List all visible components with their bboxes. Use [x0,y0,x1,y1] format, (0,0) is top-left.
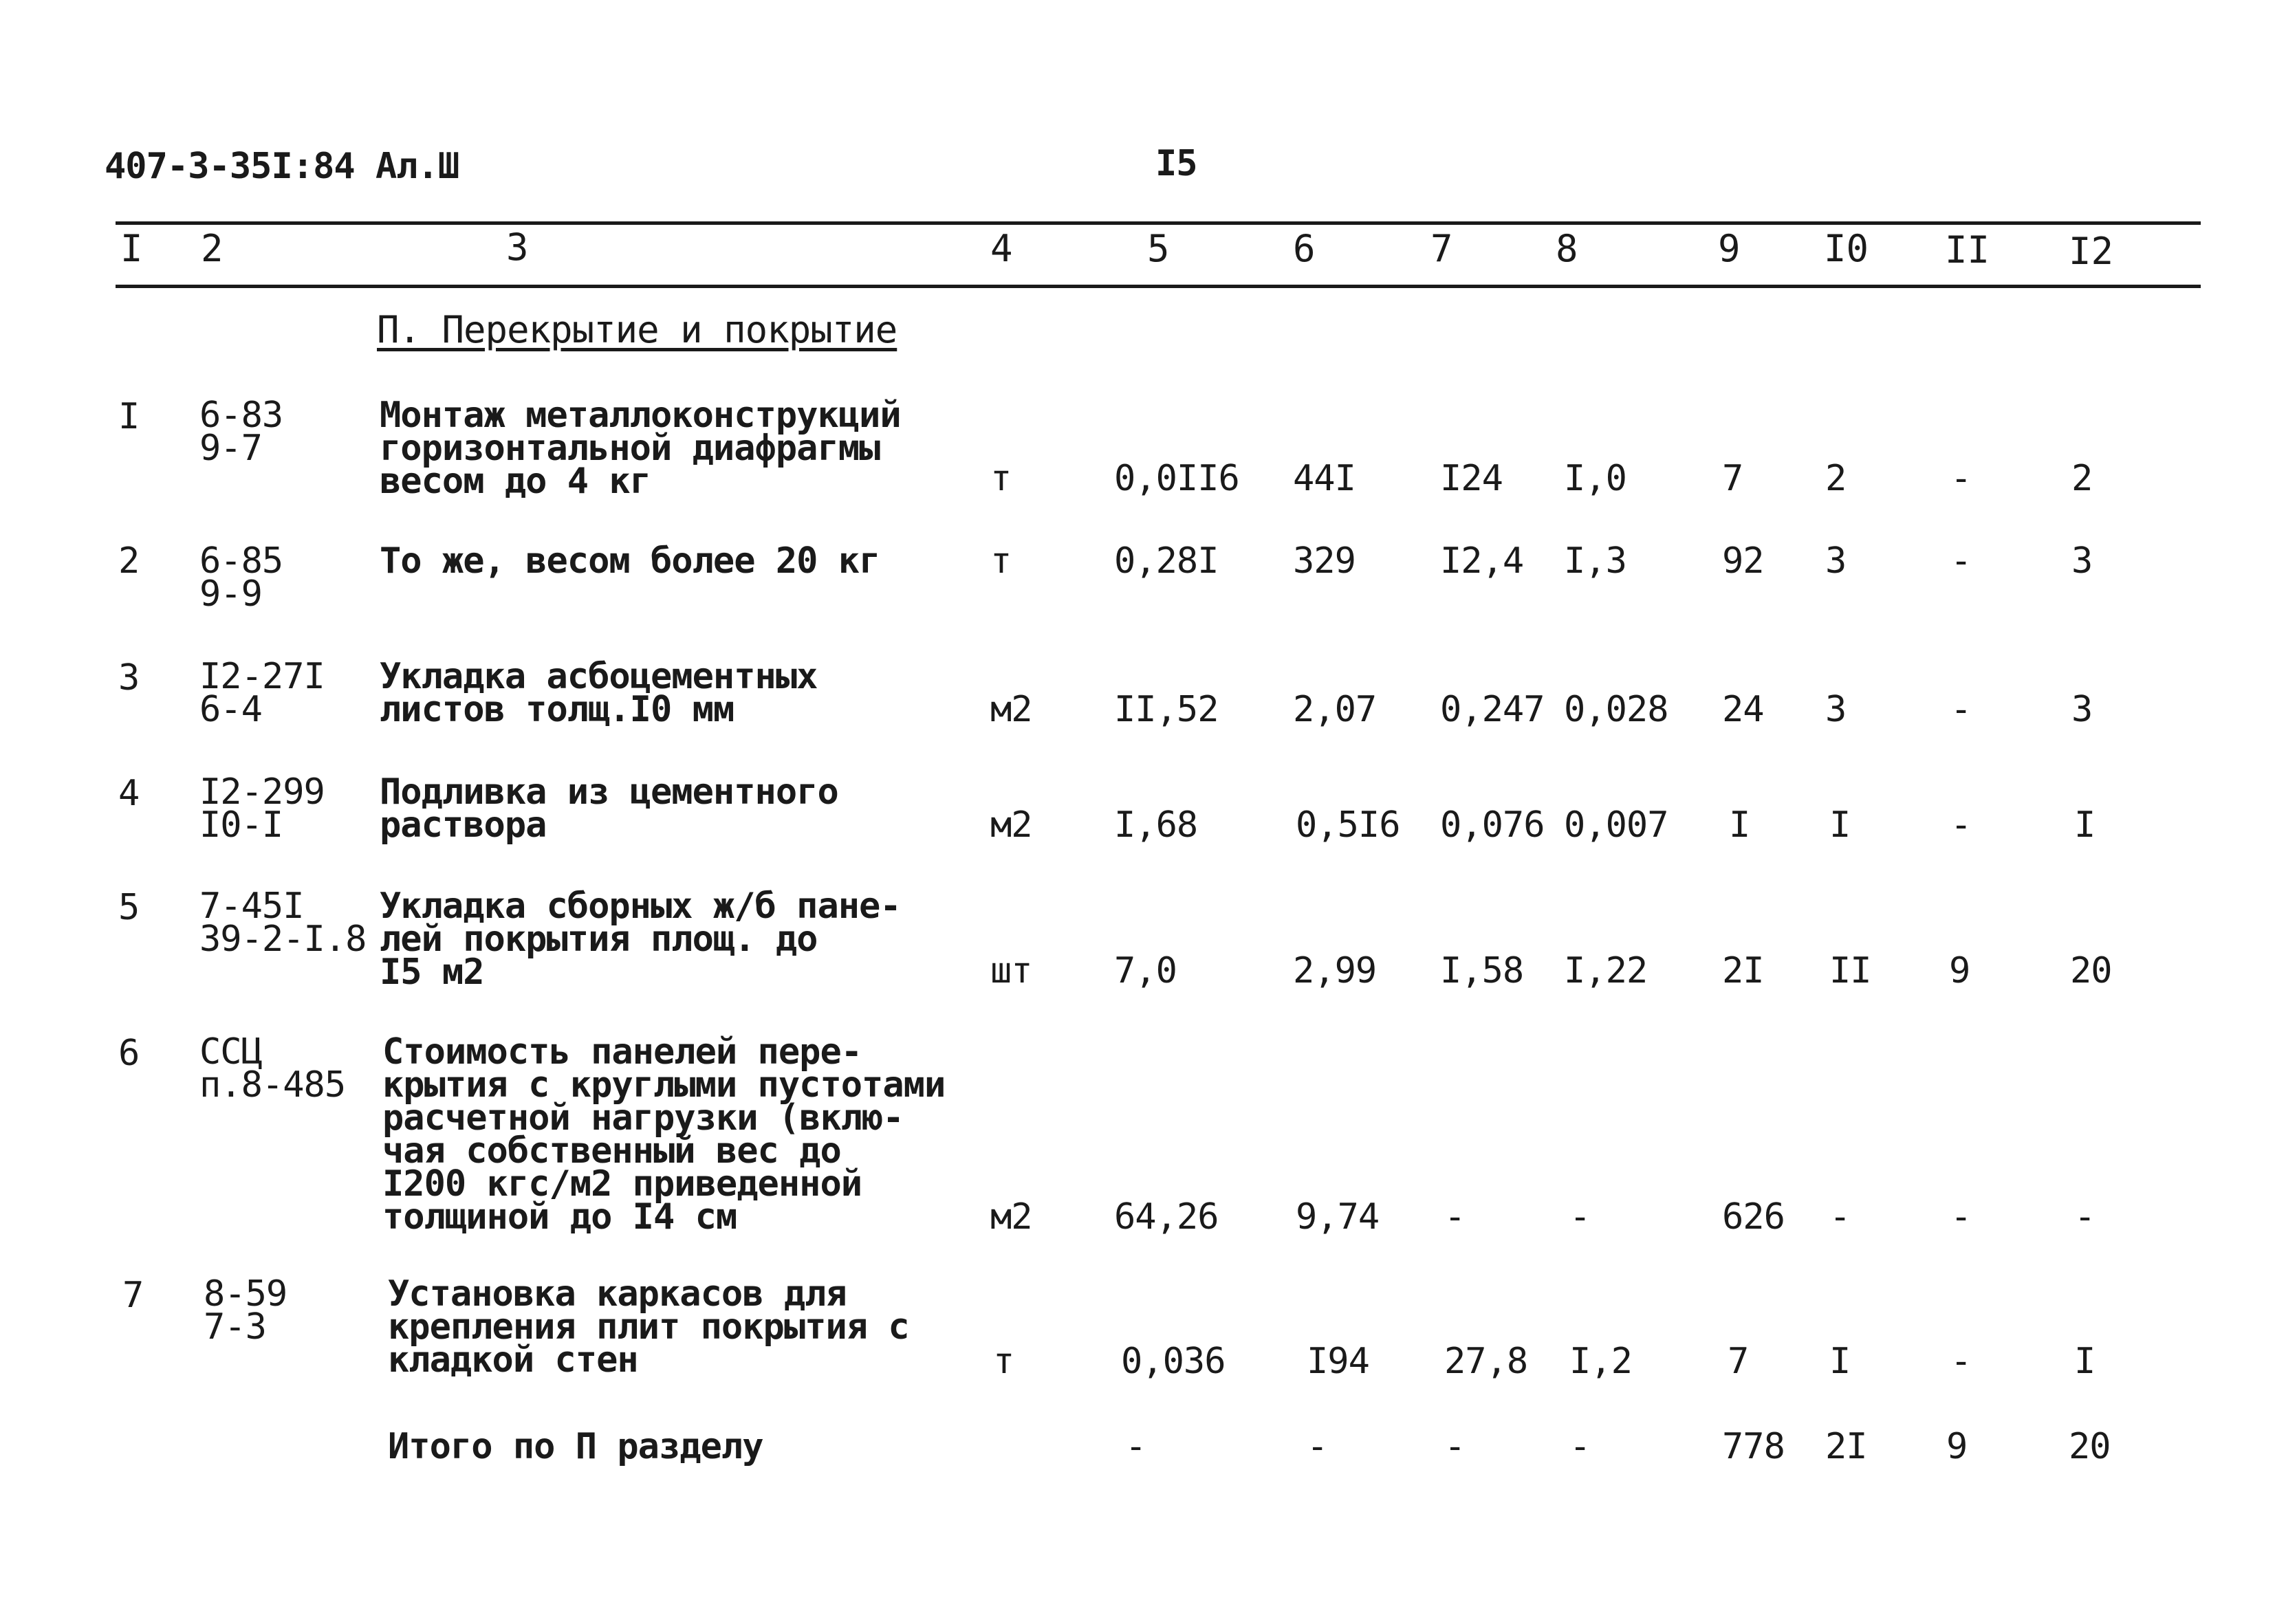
row-col7: 0,076 [1440,804,1545,846]
row-col6: 2,07 [1293,689,1377,730]
row-number: 6 [118,1033,140,1074]
column-header: 5 [1147,227,1170,270]
total-col8: - [1569,1426,1591,1467]
column-header: I2 [2069,230,2114,273]
column-header: I [120,227,143,270]
column-header: 2 [201,227,224,270]
row-code: 6-85 9-9 [199,540,283,615]
row-col8: I,2 [1569,1341,1632,1382]
row-col5: 7,0 [1114,950,1177,991]
row-col11: - [1950,1341,1972,1382]
row-col12: I [2074,1341,2096,1382]
row-col10: I [1829,1341,1851,1382]
column-header: II [1945,228,1990,272]
row-code: 8-59 7-3 [204,1273,287,1348]
row-unit: м2 [990,804,1032,846]
total-label: Итого по П разделу [388,1426,763,1467]
total-col11: 9 [1946,1426,1968,1467]
row-col9: 92 [1722,540,1764,582]
total-col5: - [1125,1426,1146,1467]
row-col8: I,0 [1564,458,1626,499]
table-header-rule [116,285,2201,288]
row-col8: 0,028 [1564,689,1668,730]
row-col11: - [1950,458,1972,499]
row-col6: I94 [1307,1341,1369,1382]
row-col6: 329 [1293,540,1356,582]
row-col12: 2 [2071,458,2093,499]
row-number: 2 [118,540,140,582]
row-number: 5 [118,887,140,928]
row-code: I2-299 I0-I [199,771,325,846]
row-col10: 2 [1825,458,1847,499]
row-col9: 24 [1722,689,1764,730]
row-col6: 9,74 [1296,1196,1380,1238]
row-col6: 2,99 [1293,950,1377,991]
section-title: П. Перекрытие и покрытие [377,308,897,351]
row-col12: 20 [2070,950,2112,991]
row-description: Монтаж металлоконструкций горизонтальной диафрагмы весом до 4 кг [380,395,901,502]
row-col12: - [2074,1196,2096,1238]
row-col7: - [1444,1196,1466,1238]
row-col11: 9 [1949,950,1970,991]
row-col7: 27,8 [1444,1341,1528,1382]
row-unit: т [990,540,1012,582]
column-header: 6 [1293,227,1316,270]
total-col12: 20 [2069,1426,2111,1467]
row-col5: 0,28I [1114,540,1219,582]
total-col10: 2I [1825,1426,1867,1467]
row-col10: II [1829,950,1871,991]
row-code: I2-27I 6-4 [199,656,325,730]
row-col5: 0,036 [1121,1341,1226,1382]
row-number: 7 [122,1275,144,1316]
column-header: 7 [1430,227,1453,270]
row-unit: т [993,1341,1014,1382]
row-col9: 7 [1728,1341,1749,1382]
row-description: Укладка асбоцементных листов толщ.I0 мм [380,656,818,730]
row-col6: 44I [1293,458,1356,499]
document-code: 407-3-35I:84 Ал.Ш [105,146,459,187]
column-header: I0 [1824,227,1869,270]
row-unit: шт [990,950,1032,991]
row-col10: I [1829,804,1851,846]
row-unit: м2 [990,1196,1032,1238]
row-col9: 7 [1722,458,1743,499]
column-header: 9 [1718,227,1741,270]
row-description: Стоимость панелей пере- крытия с круглыми пустотами расчетной нагрузки (вклю- чая собственный вес до I200 кгс/м2 приведенной толщиной до I4 см [382,1031,946,1238]
row-col8: I,22 [1564,950,1648,991]
row-unit: м2 [990,689,1032,730]
row-code: 7-45I 39-2-I.8 [199,886,367,960]
row-col9: 2I [1722,950,1764,991]
page-number: I5 [1155,143,1197,184]
row-number: 4 [118,773,140,814]
row-col6: 0,5I6 [1296,804,1400,846]
column-header: 3 [506,226,529,269]
row-col5: II,52 [1114,689,1219,730]
row-col11: - [1950,540,1972,582]
total-col9: 778 [1722,1426,1785,1467]
row-col5: 64,26 [1114,1196,1219,1238]
row-col10: 3 [1825,540,1847,582]
row-unit: т [990,458,1012,499]
row-description: То же, весом более 20 кг [380,540,880,582]
row-col7: 0,247 [1440,689,1545,730]
row-col10: - [1829,1196,1851,1238]
row-col12: 3 [2071,689,2093,730]
row-col12: 3 [2071,540,2093,582]
column-header: 8 [1556,227,1578,270]
column-header: 4 [990,227,1013,270]
row-col8: I,3 [1564,540,1626,582]
total-col6: - [1307,1426,1328,1467]
row-col7: I24 [1440,458,1503,499]
row-code: 6-83 9-7 [199,395,283,469]
row-col9: 626 [1722,1196,1785,1238]
row-number: I [118,396,140,437]
row-col8: 0,007 [1564,804,1668,846]
row-description: Подливка из цементного раствора [380,771,838,846]
row-col5: 0,0II6 [1114,458,1239,499]
row-code: ССЦ п.8-485 [199,1031,346,1106]
row-col7: I,58 [1440,950,1524,991]
row-col10: 3 [1825,689,1847,730]
row-col8: - [1569,1196,1591,1238]
row-description: Укладка сборных ж/б пане- лей покрытия площ. до I5 м2 [380,886,901,993]
row-col11: - [1950,1196,1972,1238]
table-top-rule [116,221,2201,225]
total-col7: - [1444,1426,1466,1467]
row-col5: I,68 [1114,804,1198,846]
row-description: Установка каркасов для крепления плит покрытия с кладкой стен [388,1273,909,1381]
row-col7: I2,4 [1440,540,1524,582]
row-number: 3 [118,657,140,699]
row-col12: I [2074,804,2096,846]
row-col9: I [1729,804,1750,846]
row-col11: - [1950,689,1972,730]
row-col11: - [1950,804,1972,846]
